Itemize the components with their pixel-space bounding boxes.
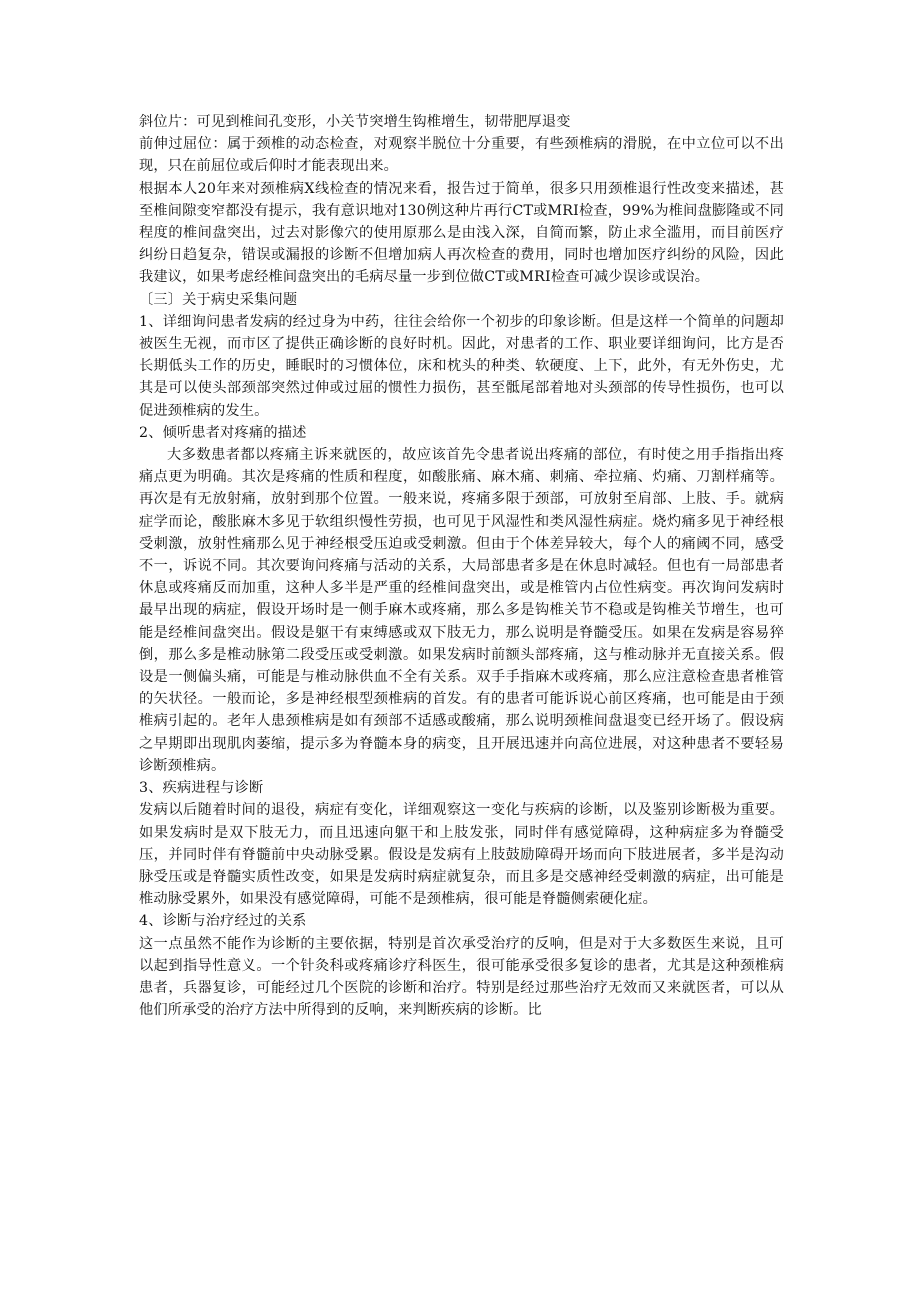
paragraph-disease-course: 发病以后随着时间的退役，病症有变化，详细观察这一变化与疾病的诊断，以及鉴别诊断极为重要。如果发病时是双下肢无力，而且迅速向躯干和上肢发张，同时伴有感觉障碍，这种病症多为脊髓受压，并同时伴有脊髓前中央动脉受累。假设是发病有上肢鼓励障碍开场而向下肢进展者，多半是沟动脉受压或是脊髓实质性改变，如果是发病时病症就复杂，而且多是交感神经受刺激的病症，出可能是椎动脉受累外，如果没有感觉障碍，可能不是颈椎病，很可能是脊髓侧索硬化症。 [139,802,784,908]
paragraph-xray-experience: 根据本人20年来对颈椎病X线检查的情况来看，报告过于简单，很多只用颈椎退行性改变来描述，甚至椎间隙变窄都没有提示，我有意识地对130例这种片再行CT或MRI检查，99%为椎间盘膨隆或不同程度的椎间盘突出，过去对影像穴的使用原那么是由浅入深，自简而繁，防止求全滥用，而目前医疗纠纷日趋复杂，错误或漏报的诊断不但增加病人再次检查的费用，同时也增加医疗纠纷的风险，因此我建议，如果考虑经椎间盘突出的毛病尽量一步到位做CT或MRI检查可减少误诊或误治。 [139,180,784,286]
paragraph-pain-description: 大多数患者都以疼痛主诉来就医的，故应该首先令患者说出疼痛的部位，有时使之用手指指出疼痛点更为明确。其次是疼痛的性质和程度，如酸胀痛、麻木痛、刺痛、牵拉痛、灼痛、刀割样痛等。再次是有无放射痛，放射到那个位置。一般来说，疼痛多限于颈部，可放射至肩部、上肢、手。就病症学而论，酸胀麻木多见于软组织慢性劳损，也可见于风湿性和类风湿性病症。烧灼痛多见于神经根受刺激，放射性痛那么见于神经根受压迫或受刺激。但由于个体差异较大，每个人的痛阈不同，感受不一，诉说不同。其次要询问疼痛与活动的关系，大局部患者多是在休息时减轻。但也有一局部患者休息或疼痛反而加重，这种人多半是严重的经椎间盘突出，或是椎管内占位性病变。再次询问发病时最早出现的病症，假设开场时是一侧手麻木或疼痛，那么多是钩椎关节不稳或是钩椎关节增生，也可能是经椎间盘突出。假设是躯干有束缚感或双下肢无力，那么说明是脊髓受压。如果在发病是容易猝倒，那么多是椎动脉第二段受压或受刺激。如果发病时前额头部疼痛，这与椎动脉并无直接关系。假设是一侧偏头痛，可能是与椎动脉供血不全有关系。双手手指麻木或疼痛，那么应注意检查患者椎管的矢状径。一般而论，多是神经根型颈椎病的首发。有的患者可能诉说心前区疼痛，也可能是由于颈椎病引起的。老年人患颈椎病是如有颈部不适感或酸痛，那么说明颈椎间盘退变已经开场了。假设病之早期即出现肌肉萎缩，提示多为脊髓本身的病变，且开展迅速并向高位进展，对这种患者不要轻易诊断颈椎病。 [139,447,784,774]
paragraph-flexion-extension: 前伸过屈位：属于颈椎的动态检查，对观察半脱位十分重要，有些颈椎病的滑脱，在中立位可以不出现，只在前屈位或后仰时才能表现出来。 [139,136,784,175]
paragraph-oblique-view: 斜位片：可见到椎间孔变形，小关节突增生钩椎增生，韧带肥厚退变 [139,114,571,130]
paragraph-history-1: 1、详细询问患者发病的经过身为中药，往往会给你一个初步的印象诊断。但是这样一个简单的问题却被医生无视，而市区了提供正确诊断的良好时机。因此，对患者的工作、职业要详细询问，比方是否长期低头工作的历史，睡眠时的习惯体位，床和枕头的种类、软硬度、上下，此外，有无外伤史，尤其是可以使头部颈部突然过伸或过屈的惯性力损伤，甚至骶尾部着地对头颈部的传导性损伤，也可以促进颈椎病的发生。 [139,313,784,419]
document-body [139,111,784,1021]
subheading-disease-course: 3、疾病进程与诊断 [139,780,264,797]
subheading-pain-description: 2、倾听患者对疼痛的描述 [139,424,307,441]
section-heading-history: 〔三〕关于病史采集问题 [139,291,298,308]
subheading-diagnosis-treatment: 4、诊断与治疗经过的关系 [139,913,307,930]
paragraph-diagnosis-treatment: 这一点虽然不能作为诊断的主要依据，特别是首次承受治疗的反响，但是对于大多数医生来说，且可以起到指导性意义。一个针灸科或疼痛诊疗科医生，很可能承受很多复诊的患者，尤其是这种颈椎病患者，兵器复诊，可能经过几个医院的诊断和治疗。特别是经过那些治疗无效而又来就医者，可以从他们所承受的治疗方法中所得到的反响，来判断疾病的诊断。比 [139,935,784,1019]
